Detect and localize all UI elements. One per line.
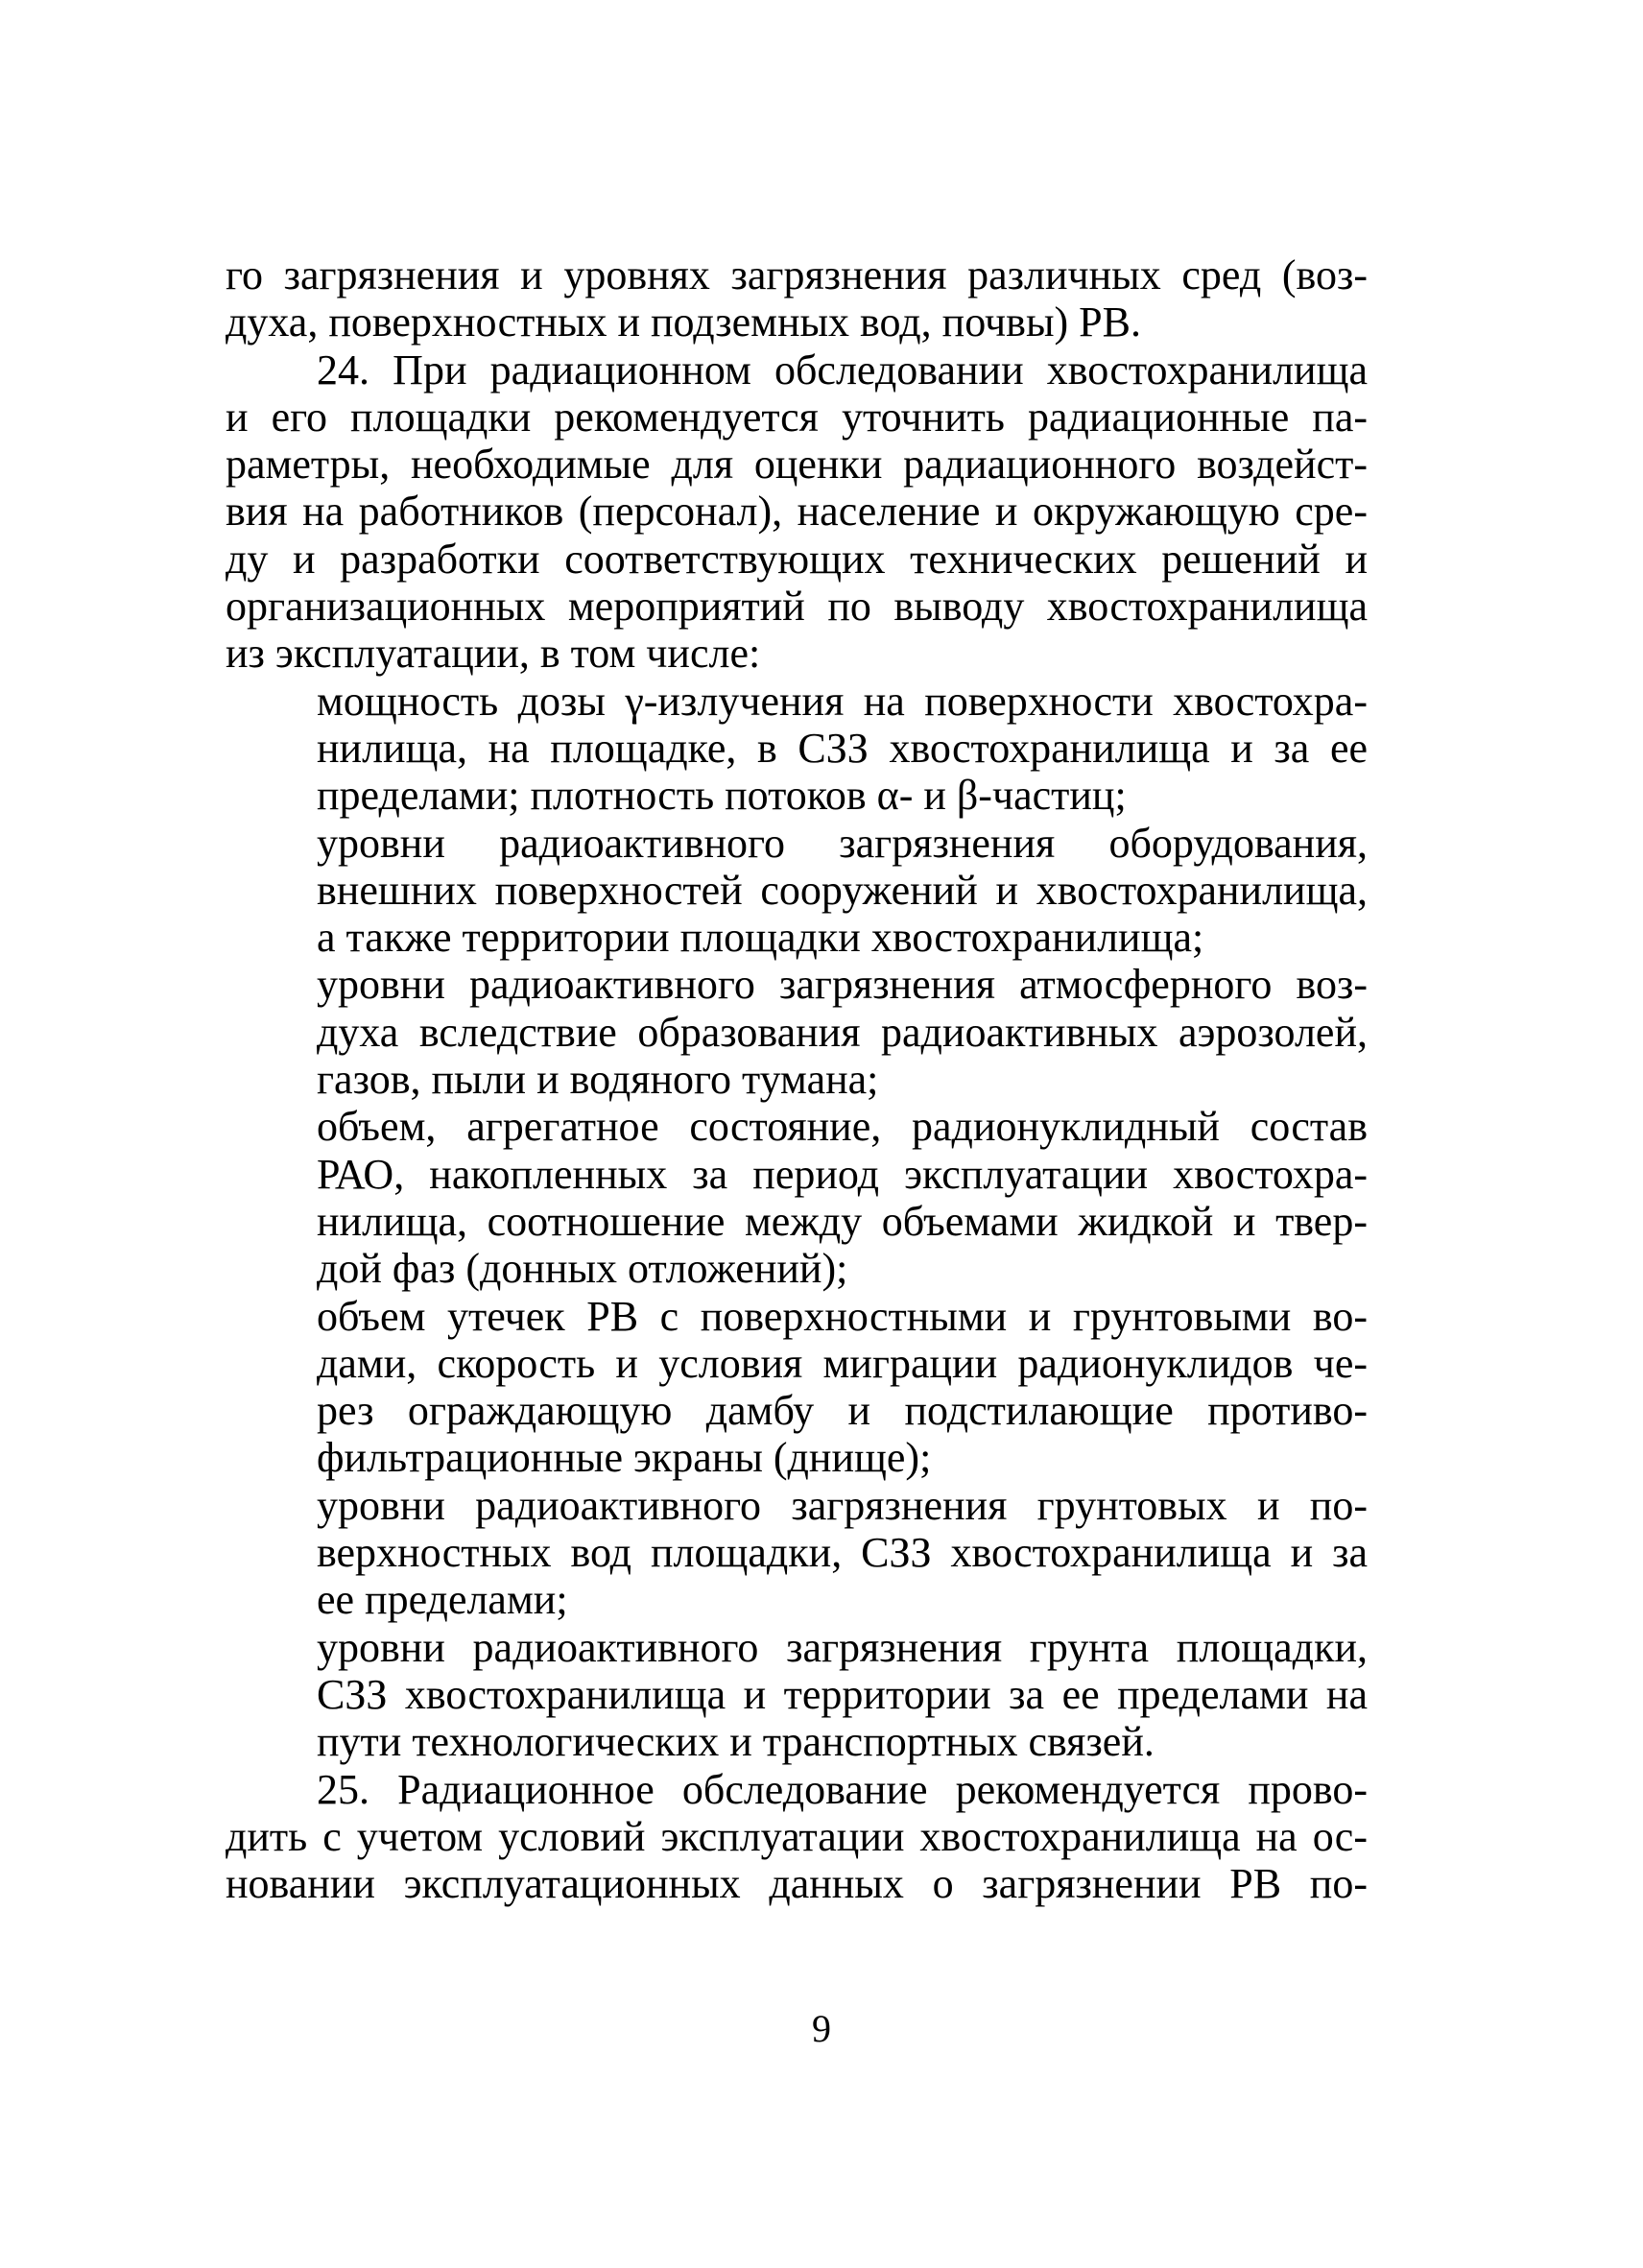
paragraph-25-start: 25. Радиационное обследование рекомендуется прово- — [317, 1765, 1368, 1813]
text-line: го загрязнения и уровнях загрязнения различных сред (воз- — [226, 251, 1368, 298]
text-line: организационных мероприятий по выводу хвостохранилища — [226, 583, 1368, 631]
list-item: уровни радиоактивного загрязнения атмосферного воз- — [317, 961, 1368, 1009]
list-item: дой фаз (донных отложений); — [317, 1245, 848, 1293]
list-item: фильтрационные экраны (днище); — [317, 1434, 932, 1482]
list-item: уровни радиоактивного загрязнения оборудования, — [317, 819, 1368, 867]
list-item: нилища, на площадке, в СЗЗ хвостохранилища и за ее — [317, 724, 1368, 772]
list-item: газов, пыли и водяного тумана; — [317, 1056, 879, 1104]
list-item: объем утечек РВ с поверхностными и грунтовыми во- — [317, 1292, 1368, 1340]
text-line: раметры, необходимые для оценки радиационного воздейст- — [226, 441, 1368, 489]
list-item: уровни радиоактивного загрязнения грунта площадки, — [317, 1623, 1368, 1671]
list-item: духа вследствие образования радиоактивных аэрозолей, — [317, 1008, 1368, 1056]
list-item: уровни радиоактивного загрязнения грунтовых и по- — [317, 1481, 1368, 1529]
text-line: ду и разработки соответствующих технических решений и — [226, 535, 1368, 583]
text-line: духа, поверхностных и подземных вод, почвы) РВ. — [226, 298, 1141, 346]
text-line: новании эксплуатационных данных о загрязнении РВ по- — [226, 1860, 1368, 1908]
text-line: и его площадки рекомендуется уточнить радиационные па- — [226, 393, 1368, 441]
page-number: 9 — [812, 2007, 831, 2050]
list-item: мощность дозы γ-излучения на поверхности хвостохра- — [317, 677, 1368, 725]
list-item: пределами; плотность потоков α- и β-частиц; — [317, 772, 1127, 820]
body-text — [226, 251, 1368, 1907]
list-item: пути технологических и транспортных связей. — [317, 1718, 1155, 1766]
list-item: ее пределами; — [317, 1576, 568, 1624]
text-line: из эксплуатации, в том числе: — [226, 630, 761, 678]
list-item: верхностных вод площадки, СЗЗ хвостохранилища и за — [317, 1529, 1368, 1577]
list-item: объем, агрегатное состояние, радионуклидный состав — [317, 1103, 1368, 1151]
list-item: а также территории площадки хвостохранилища; — [317, 914, 1204, 962]
list-item: внешних поверхностей сооружений и хвостохранилища, — [317, 866, 1368, 914]
text-line: вия на работников (персонал), население и окружающую сре- — [226, 488, 1368, 536]
list-item: СЗЗ хвостохранилища и территории за ее пределами на — [317, 1670, 1368, 1718]
text-line: дить с учетом условий эксплуатации хвостохранилища на ос- — [226, 1812, 1368, 1860]
paragraph-24-start: 24. При радиационном обследовании хвостохранилища — [317, 346, 1368, 394]
list-item: нилища, соотношение между объемами жидкой и твер- — [317, 1197, 1368, 1245]
list-item: РАО, накопленных за период эксплуатации хвостохра- — [317, 1150, 1368, 1198]
list-item: рез ограждающую дамбу и подстилающие противо- — [317, 1387, 1368, 1435]
list-item: дами, скорость и условия миграции радионуклидов че- — [317, 1339, 1368, 1387]
